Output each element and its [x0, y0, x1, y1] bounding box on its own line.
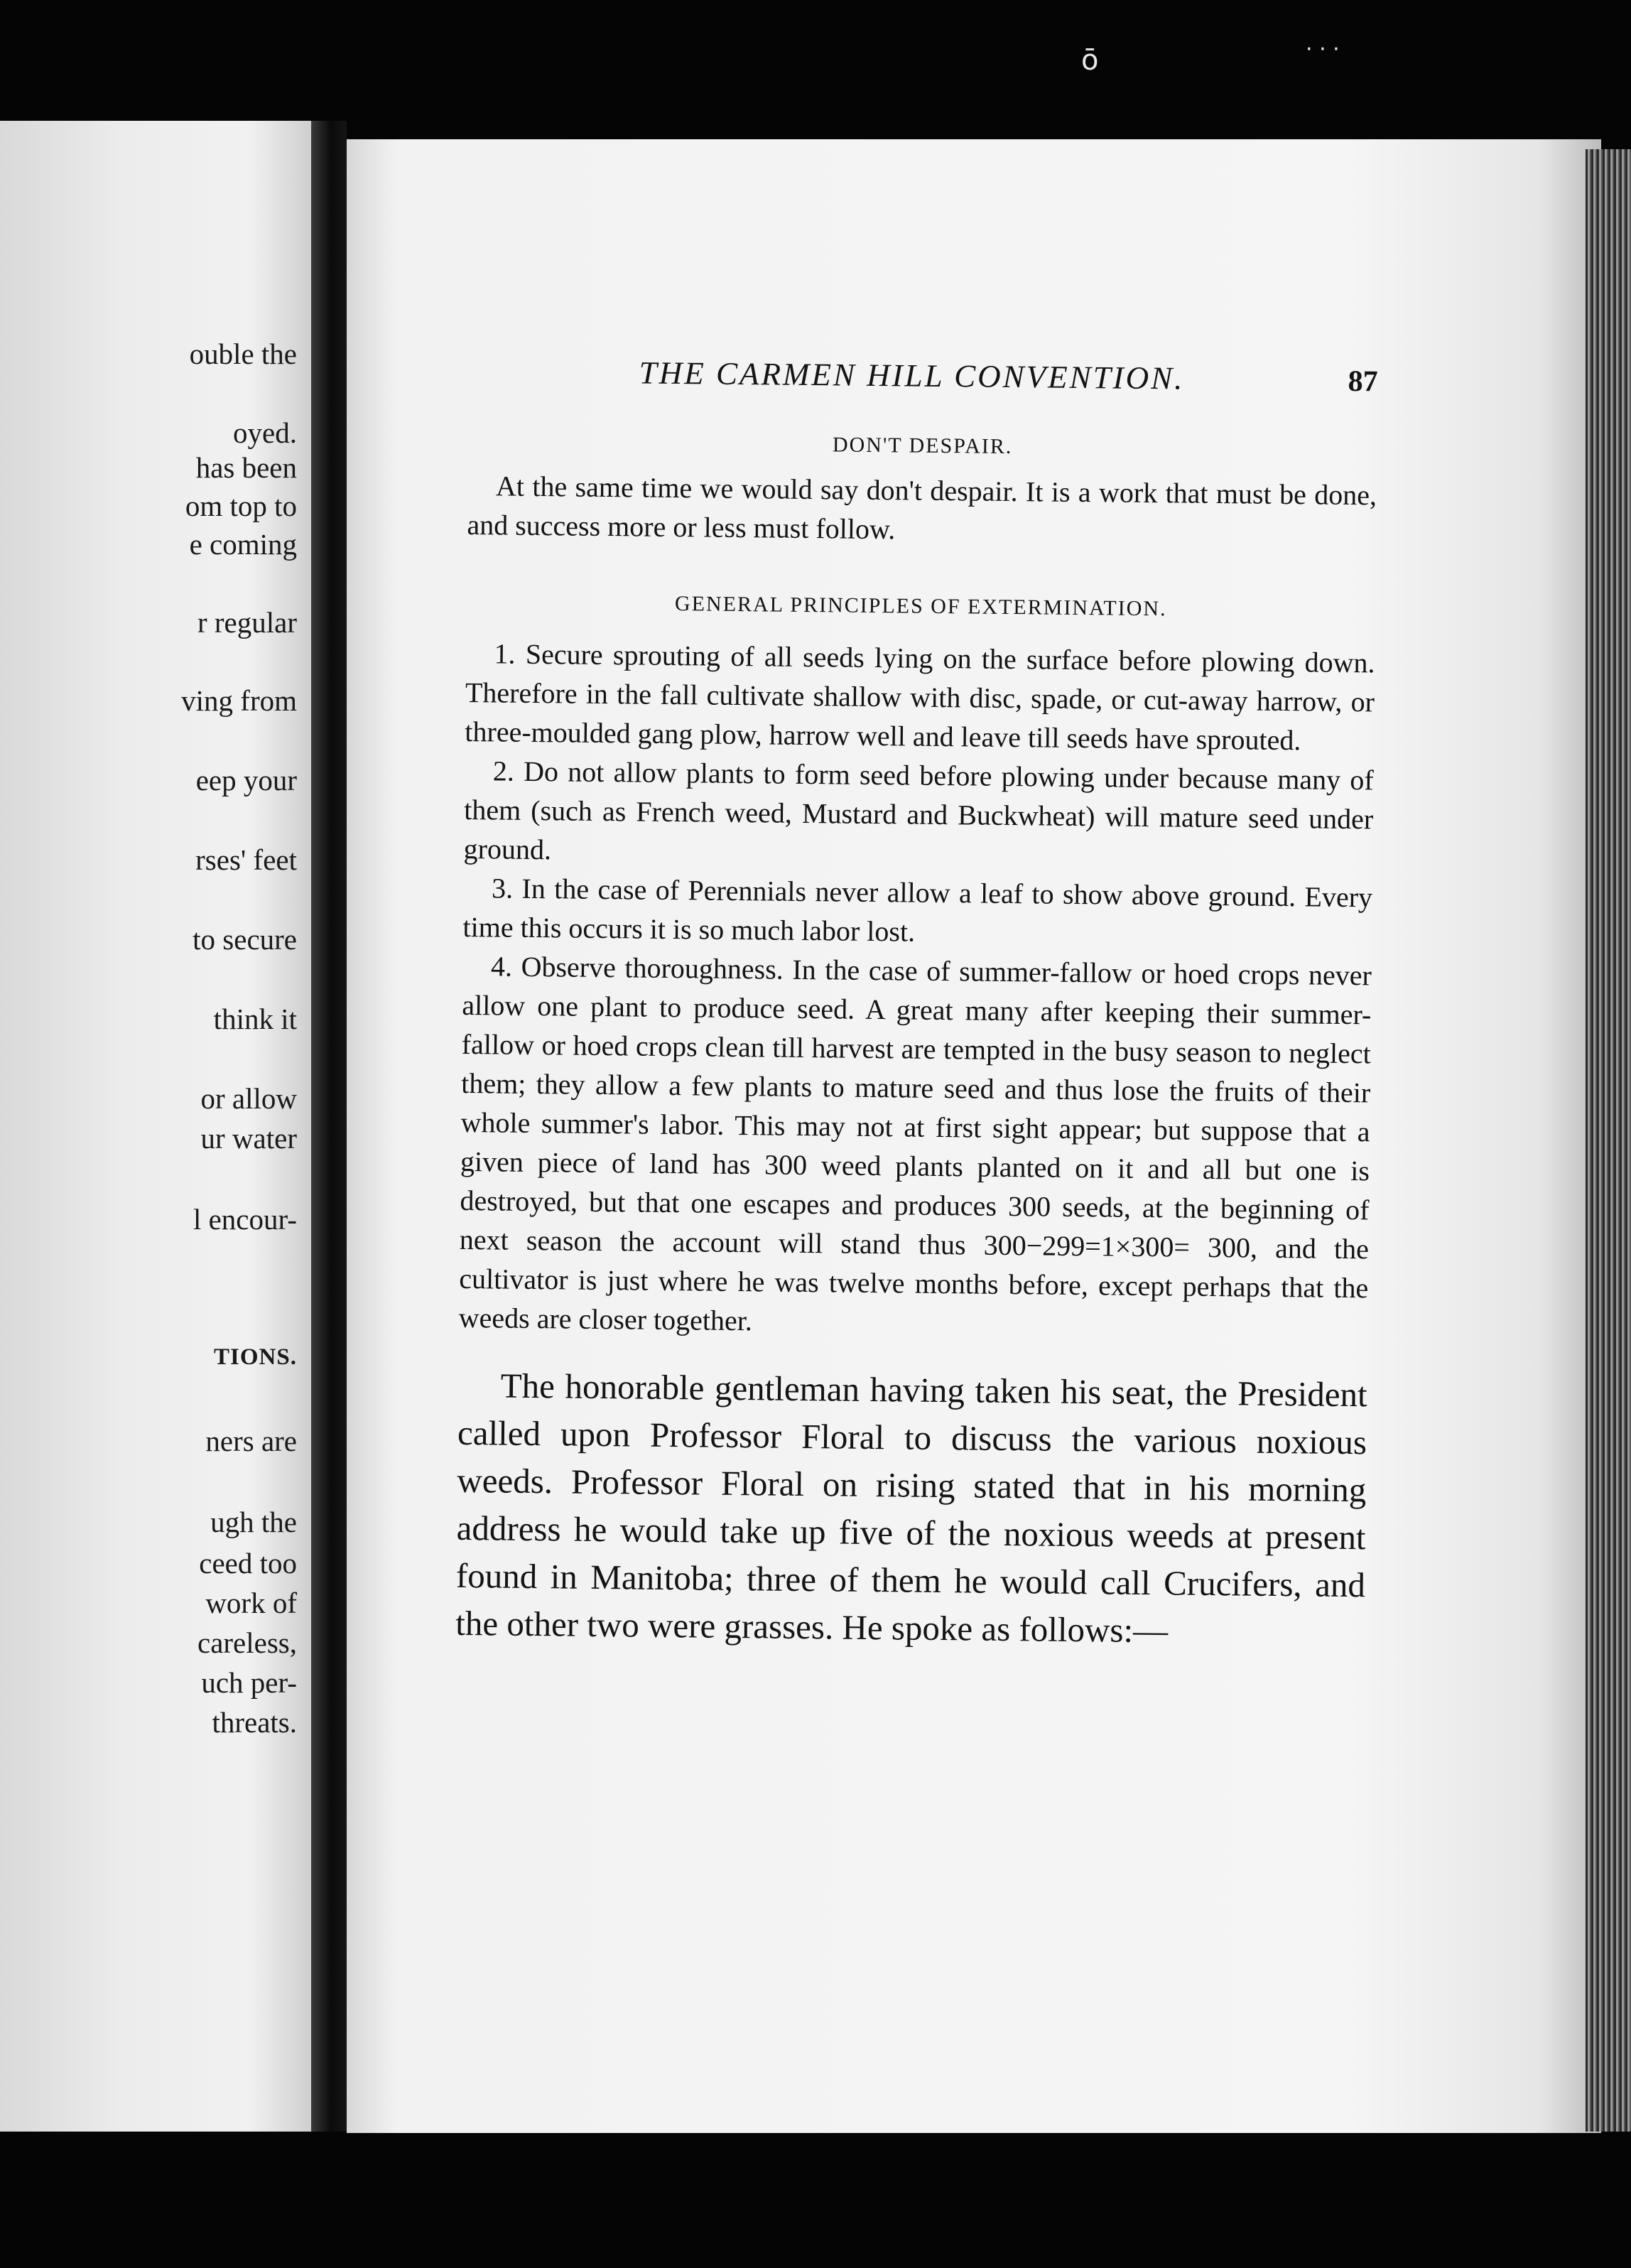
- principle-item: 2. Do not allow plants to form seed before plowing under because many of them (such as French weed, Mustard and Buckwheat) will mature seed under ground.: [463, 755, 1375, 866]
- left-page-line: ners are: [205, 1425, 297, 1457]
- left-page-line: threats.: [212, 1706, 297, 1739]
- left-page-line: rses' feet: [195, 843, 297, 876]
- page-text-column: [455, 352, 1378, 1656]
- running-title: THE CARMEN HILL CONVENTION.: [639, 355, 1185, 396]
- heading-general-principles: GENERAL PRINCIPLES OF EXTERMINATION.: [674, 592, 1167, 621]
- heading-dont-despair: DON'T DESPAIR.: [832, 433, 1013, 459]
- left-page-line: TIONS.: [214, 1344, 297, 1370]
- left-page-line: to secure: [193, 923, 297, 956]
- left-page-line: ceed too: [199, 1547, 297, 1580]
- left-page-line: eep your: [195, 764, 297, 796]
- book-gutter: [311, 121, 347, 2132]
- left-page-line: ur water: [200, 1122, 297, 1155]
- left-page-line: r regular: [197, 606, 297, 639]
- left-page-line: careless,: [197, 1626, 297, 1659]
- left-page-line: ugh the: [210, 1506, 297, 1538]
- left-page-line: om top to: [185, 490, 297, 522]
- left-page-line: e coming: [189, 528, 297, 561]
- principle-item: 3. In the case of Perennials never allow a leaf to show above ground. Every time this occurs it is so much labor lost.: [462, 872, 1373, 948]
- facing-page-left: [0, 121, 311, 2132]
- left-page-line: has been: [195, 451, 297, 484]
- left-page-line: ouble the: [189, 338, 297, 370]
- paragraph-dont-despair: At the same time we would say don't despair. It is a work that must be done, and success more or less must follow.: [467, 470, 1377, 546]
- left-page-line: work of: [205, 1587, 297, 1619]
- page-edge-stack: [1586, 149, 1631, 2132]
- left-page-line: or allow: [200, 1082, 297, 1115]
- left-page-line: ving from: [181, 684, 297, 717]
- left-page-line: l encour-: [193, 1203, 297, 1236]
- principle-item: 4. Observe thoroughness. In the case of summer-fallow or hoed crops never allow one plant to produce seed. A great many after keeping their summer-fallow or hoed crops clean till harvest are tempted in the busy season to neglect them; they allow a few plants to mature seed and thus lose the fruits of their whole summer's labor. This may not at first sight appear; but suppose that a given piece of land has 300 weed plants planted on it and all but one is destroyed, but that one escapes and produces 300 seeds, at the beginning of next season the account will stand thus 300−299=1×300= 300, and the cultivator is just where he was twelve months before, except perhaps that the weeds are closer together.: [458, 950, 1372, 1337]
- closing-paragraph: The honorable gentleman having taken his seat, the President called upon Professor Floral to discuss the various noxious weeds. Professor Floral on rising stated that in his morning address he would take up five of the noxious weeds at present found in Manitoba; three of them he would call Crucifers, and the other two were grasses. He spoke as follows:—: [455, 1366, 1367, 1651]
- scan-mark-dots: · · ·: [1306, 37, 1340, 62]
- scan-mark-top: ō: [1081, 44, 1099, 77]
- left-page-line: think it: [213, 1003, 297, 1035]
- left-page-line: oyed.: [233, 416, 297, 449]
- page-number: 87: [1348, 364, 1378, 399]
- principle-item: 1. Secure sprouting of all seeds lying on the surface before plowing down. Therefore in the fall cultivate shallow with disc, spade, or cut-away harrow, or three-moulded gang plow, harrow well and leave till seeds have sprouted.: [465, 637, 1375, 757]
- left-page-line: uch per-: [201, 1666, 297, 1699]
